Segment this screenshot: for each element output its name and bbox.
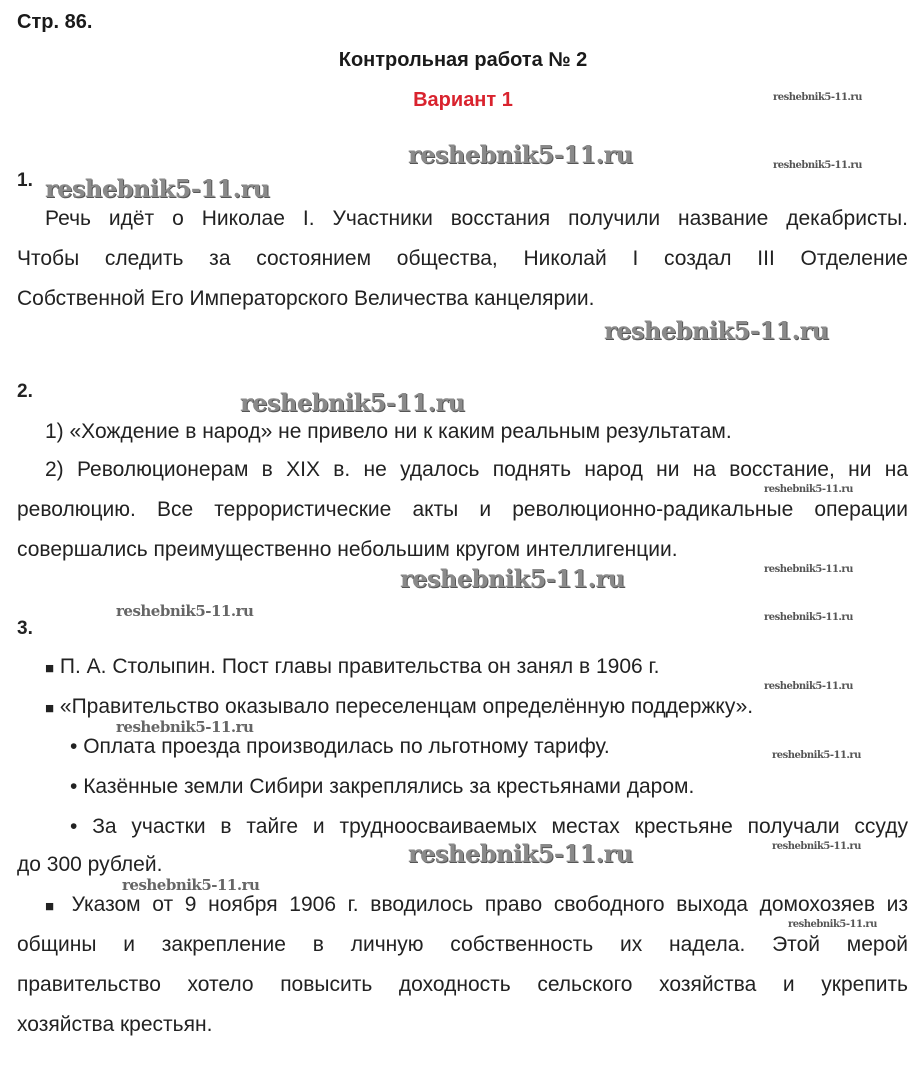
answer-3-line: Указом от 9 ноября 1906 г. вводилось право свободного выхода домохозяев из bbox=[71, 893, 909, 916]
dot-bullet-icon: • bbox=[70, 815, 78, 838]
answer-2-line: 1) «Хождение в народ» не привело ни к каким реальным результатам. bbox=[45, 420, 732, 443]
watermark: reshebnik5-11.ru bbox=[764, 564, 853, 575]
watermark: reshebnik5-11.ru bbox=[764, 484, 853, 495]
answer-3-line: Казённые земли Сибири закреплялись за крестьянами даром. bbox=[83, 775, 695, 798]
watermark: reshebnik5-11.ru bbox=[772, 750, 861, 761]
answer-3-line: За участки в тайге и трудноосваиваемых местах крестьяне получали ссуду bbox=[92, 815, 908, 838]
answer-2-line: революцию. Все террористические акты и революционно-радикальные операции bbox=[17, 498, 908, 521]
dot-bullet-icon: • bbox=[70, 775, 78, 798]
watermark: reshebnik5-11.ru bbox=[45, 174, 270, 203]
watermark: reshebnik5-11.ru bbox=[604, 316, 829, 345]
page-number: Стр. 86. bbox=[17, 11, 93, 33]
page-title: Контрольная работа № 2 bbox=[338, 49, 588, 71]
square-bullet-icon: ■ bbox=[45, 898, 60, 915]
dot-bullet-icon: • bbox=[70, 735, 78, 758]
watermark: reshebnik5-11.ru bbox=[764, 612, 853, 623]
answer-3-line: до 300 рублей. bbox=[17, 853, 163, 876]
answer-1-line: Собственной Его Императорского Величества канцелярии. bbox=[17, 287, 595, 310]
watermark: reshebnik5-11.ru bbox=[408, 839, 633, 868]
watermark: reshebnik5-11.ru bbox=[122, 876, 260, 894]
answer-2-line: 2) Революционерам в XIX в. не удалось поднять народ ни на восстание, ни на bbox=[45, 458, 908, 481]
question-number-1: 1. bbox=[17, 170, 33, 191]
answer-3-line: хозяйства крестьян. bbox=[17, 1013, 213, 1036]
answer-2-line: совершались преимущественно небольшим кругом интеллигенции. bbox=[17, 538, 678, 561]
square-bullet-icon: ■ bbox=[45, 700, 55, 717]
answer-3-line: П. А. Столыпин. Пост главы правительства он занял в 1906 г. bbox=[59, 655, 660, 678]
watermark: reshebnik5-11.ru bbox=[400, 564, 625, 593]
variant-heading: Вариант 1 bbox=[413, 89, 513, 111]
answer-3-line: Оплата проезда производилась по льготному тарифу. bbox=[83, 735, 610, 758]
watermark: reshebnik5-11.ru bbox=[408, 140, 633, 169]
watermark: reshebnik5-11.ru bbox=[240, 388, 465, 417]
watermark: reshebnik5-11.ru bbox=[764, 681, 853, 692]
watermark: reshebnik5-11.ru bbox=[116, 602, 254, 620]
answer-3-line: правительство хотело повысить доходность сельского хозяйства и укрепить bbox=[17, 973, 908, 996]
question-number-3: 3. bbox=[17, 618, 33, 639]
watermark: reshebnik5-11.ru bbox=[773, 160, 862, 171]
question-number-2: 2. bbox=[17, 381, 33, 402]
watermark: reshebnik5-11.ru bbox=[772, 841, 861, 852]
answer-3-line: «Правительство оказывало переселенцам определённую поддержку». bbox=[59, 695, 754, 718]
answer-1-line: Речь идёт о Николае I. Участники восстания получили название декабристы. bbox=[45, 207, 908, 230]
watermark: reshebnik5-11.ru bbox=[116, 718, 254, 736]
answer-3-line: общины и закрепление в личную собственность их надела. Этой мерой bbox=[17, 933, 908, 956]
watermark: reshebnik5-11.ru bbox=[788, 919, 877, 930]
answer-1-line: Чтобы следить за состоянием общества, Николай I создал III Отделение bbox=[17, 247, 908, 270]
square-bullet-icon: ■ bbox=[45, 660, 55, 677]
watermark: reshebnik5-11.ru bbox=[773, 92, 862, 103]
